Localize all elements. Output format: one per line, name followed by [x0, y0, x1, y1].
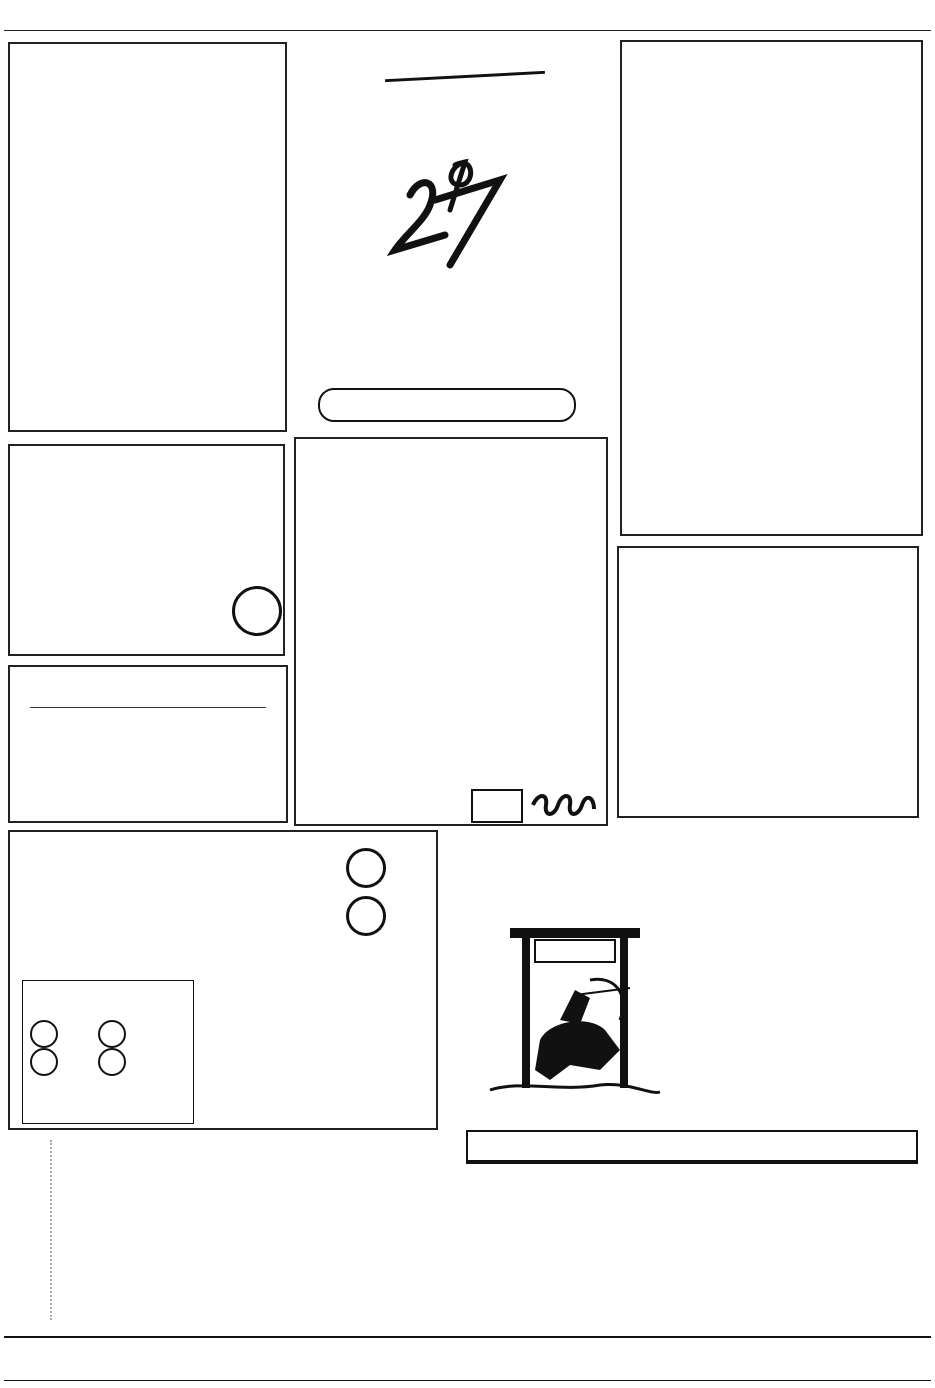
notice-panel	[294, 437, 608, 826]
header-rule	[4, 30, 931, 31]
puzzle-grid	[683, 618, 857, 786]
forum-title-box	[466, 1130, 918, 1164]
streak-big-number	[232, 586, 282, 636]
footer-rule-bottom	[4, 1380, 931, 1381]
hand-number	[380, 150, 520, 270]
zodiac-week-panel	[620, 40, 923, 536]
poem-grid	[40, 129, 270, 424]
special-num-1	[30, 1020, 58, 1048]
poem-panel	[8, 42, 287, 432]
recent-circle-1	[346, 848, 386, 888]
hand-digit-2	[395, 183, 445, 250]
special-num-2	[30, 1048, 58, 1076]
hand-digit-9	[450, 162, 471, 210]
seal-stamp	[471, 789, 523, 823]
banner-box	[318, 388, 576, 422]
liuhe-rule	[30, 707, 266, 708]
puzzle-panel	[617, 546, 919, 818]
bagua-diagram	[700, 960, 890, 1120]
recent-circle-2	[346, 896, 386, 936]
author-strike	[385, 71, 545, 82]
hand-digit-7	[435, 180, 500, 265]
forum-panel	[444, 1130, 924, 1320]
streak-panel	[8, 444, 285, 656]
signature-icon	[528, 791, 598, 819]
sister-num-1	[98, 1020, 126, 1048]
footer-diamonds	[0, 1330, 935, 1344]
archer-illustration	[480, 920, 665, 1110]
liuhe-panel	[8, 665, 288, 823]
recent-panel	[8, 830, 438, 1130]
sister-num-2	[98, 1048, 126, 1076]
vertical-panel	[50, 1140, 347, 1320]
